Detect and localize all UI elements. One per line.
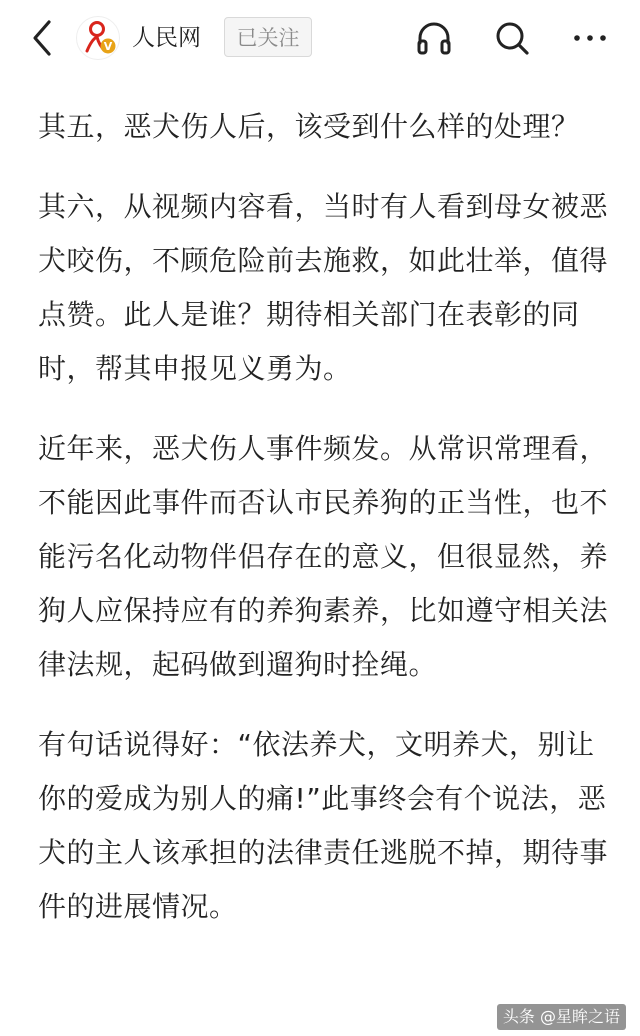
- headphones-icon: [415, 19, 453, 57]
- article-paragraph: 有句话说得好：“依法养犬，文明养犬，别让你的爱成为别人的痛!”此事终会有个说法，恶犬的主人该承担的法律责任逃脱不掉，期待事件的进展情况。: [38, 728, 609, 923]
- account-avatar[interactable]: [76, 16, 120, 60]
- back-arrow-icon: [29, 18, 55, 58]
- article-paragraph: 其六，从视频内容看，当时有人看到母女被恶犬咬伤，不顾危险前去施救，如此壮举，值得点赞。此人是谁？期待相关部门在表彰的同时，帮其申报见义勇为。: [38, 190, 609, 385]
- search-button[interactable]: [490, 16, 534, 60]
- toutiao-watermark: 头条 @星眸之语: [497, 1004, 626, 1030]
- more-dots-icon: [571, 19, 609, 57]
- top-navigation-bar: [0, 0, 640, 78]
- people-daily-logo: [77, 17, 120, 60]
- article-paragraph: 其五，恶犬伤人后，该受到什么样的处理？: [38, 110, 580, 143]
- svg-text:V: V: [103, 40, 113, 53]
- search-icon: [493, 19, 531, 57]
- more-options-button[interactable]: [568, 16, 612, 60]
- account-name[interactable]: 人民网: [132, 25, 201, 51]
- follow-status-button[interactable]: 已关注: [224, 17, 312, 57]
- article-paragraph: 近年来，恶犬伤人事件频发。从常识常理看，不能因此事件而否认市民养狗的正当性，也不能污名化动物伴侣存在的意义，但很显然，养狗人应保持应有的养狗素养，比如遵守相关法律法规，起码做到遛狗时拴绳。: [38, 432, 609, 681]
- article-body: [38, 100, 610, 960]
- back-button[interactable]: [22, 16, 62, 60]
- listen-button[interactable]: [412, 16, 456, 60]
